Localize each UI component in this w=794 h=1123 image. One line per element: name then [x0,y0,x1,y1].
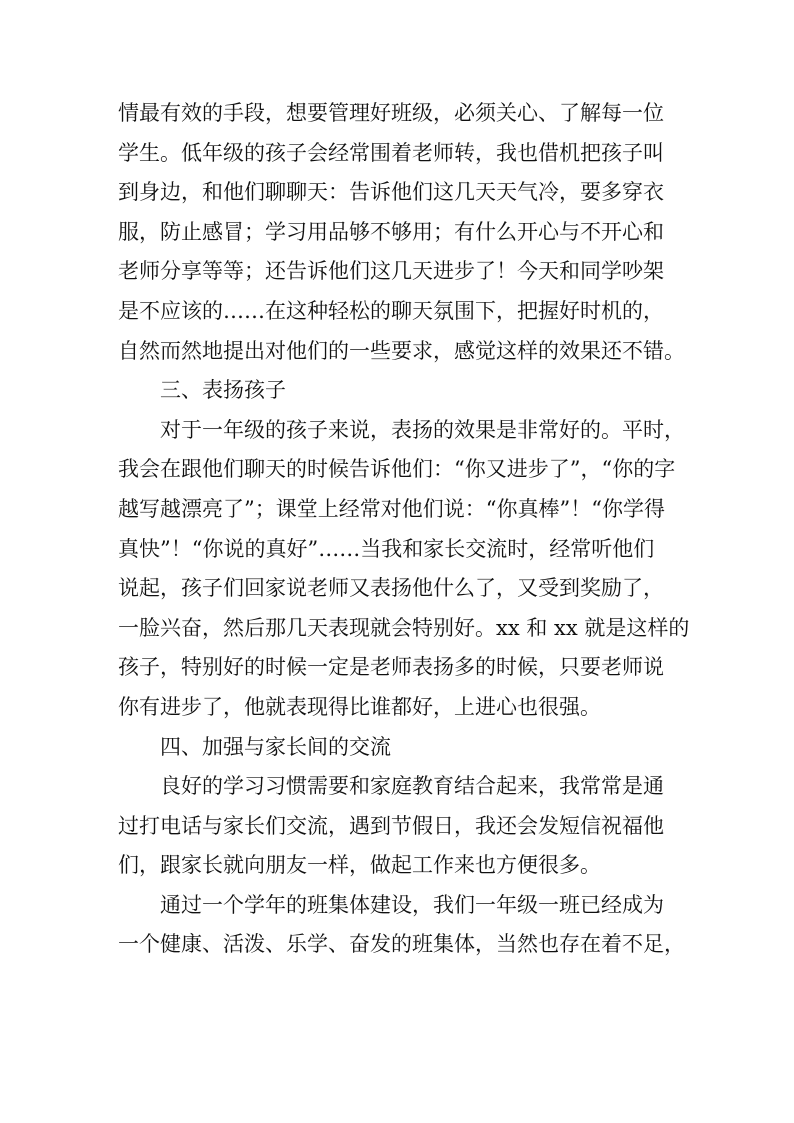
paragraph-line: 孩子，特别好的时候一定是老师表扬多的时候，只要老师说 [118,655,664,680]
paragraph-line: 是不应该的……在这种轻松的聊天氛围下，把握好时机的， [118,298,664,323]
paragraph-line: 过打电话与家长们交流，遇到节假日，我还会发短信祝福他 [118,813,664,838]
document-body [118,94,690,965]
paragraph-line: 良好的学习习惯需要和家庭教育结合起来，我常常是通 [160,774,664,799]
paragraph-line: 一个健康、活泼、乐学、奋发的班集体，当然也存在着不足， [118,932,685,957]
paragraph-line: 们，跟家长就向朋友一样，做起工作来也方便很多。 [118,853,601,878]
section-heading: 三、表扬孩子 [160,378,286,403]
paragraph-line: 一脸兴奋，然后那几天表现就会特别好。xx 和 xx 就是这样的 [118,615,690,640]
section-heading: 四、加强与家长间的交流 [160,734,391,759]
paragraph-line: 服，防止感冒；学习用品够不够用；有什么开心与不开心和 [118,219,664,244]
paragraph-line: 你有进步了，他就表现得比谁都好，上进心也很强。 [118,694,601,719]
paragraph-line: 学生。低年级的孩子会经常围着老师转，我也借机把孩子叫 [118,140,664,165]
paragraph-line: 说起，孩子们回家说老师又表扬他什么了，又受到奖励了， [118,576,664,601]
paragraph-line: 情最有效的手段，想要管理好班级，必须关心、了解每一位 [118,101,664,125]
paragraph-line: 老师分享等等；还告诉他们这几天进步了！今天和同学吵架 [118,259,664,284]
paragraph-line: 对于一年级的孩子来说，表扬的效果是非常好的。平时， [160,417,685,442]
paragraph-line: 通过一个学年的班集体建设，我们一年级一班已经成为 [160,892,664,917]
paragraph-line: 自然而然地提出对他们的一些要求，感觉这样的效果还不错。 [118,338,685,363]
paragraph-line: 越写越漂亮了”；课堂上经常对他们说：“你真棒”！“你学得 [118,496,665,521]
paragraph-line: 到身边，和他们聊聊天：告诉他们这几天天气冷，要多穿衣 [118,180,664,205]
paragraph-line: 我会在跟他们聊天的时候告诉他们：“你又进步了”，“你的字 [118,457,676,482]
paragraph-line: 真快”！“你说的真好”……当我和家长交流时，经常听他们 [118,536,655,561]
